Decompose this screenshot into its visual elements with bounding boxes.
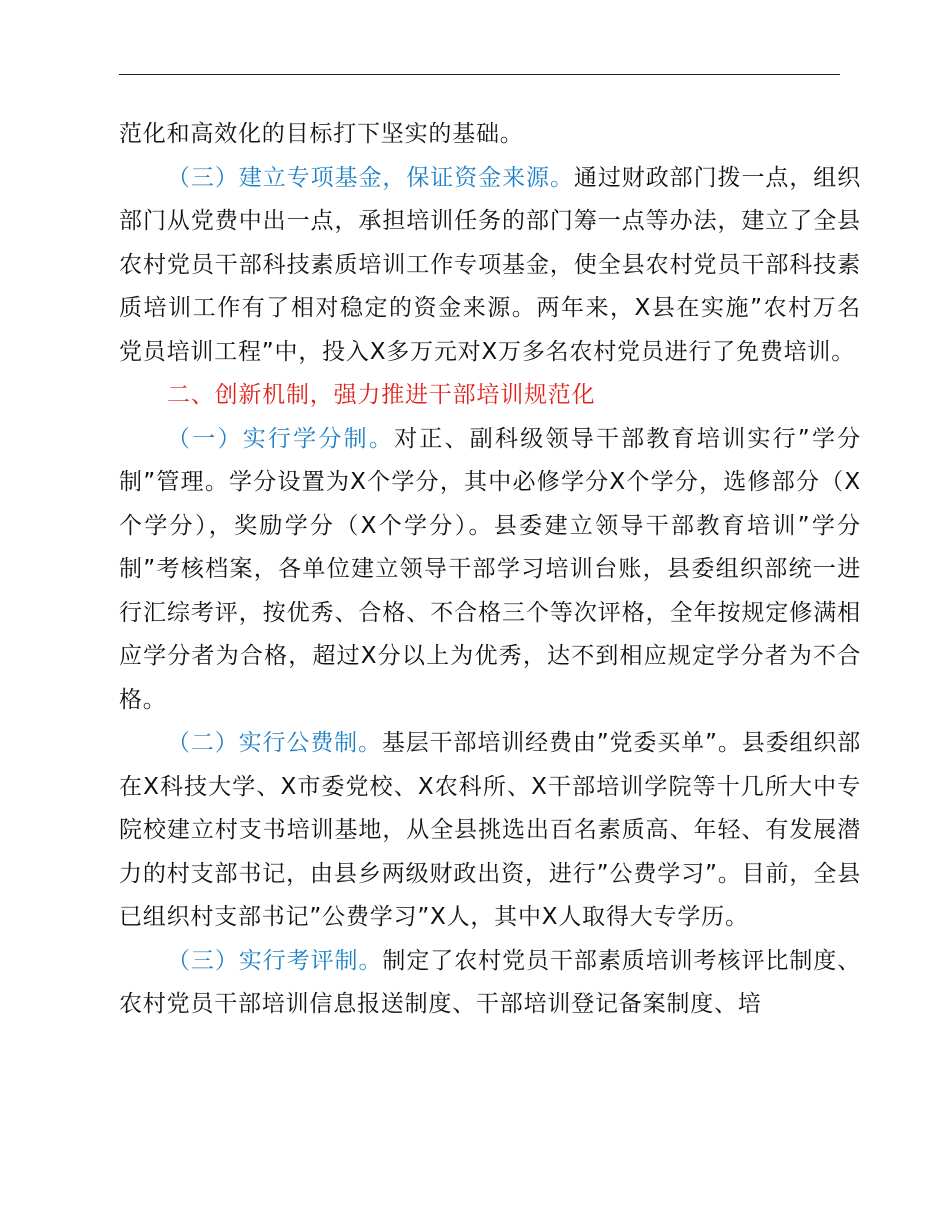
subsection-heading: （二）实行公费制。: [167, 730, 382, 756]
paragraph-text: 通过财政部门拨一点，组织部门从党费中出一点，承担培训任务的部门筹一点等办法，建立了全县农村党员干部科技素质培训工作专项基金，使全县农村党员干部科技素质培训工作有了相对稳定的资金来源。两年来，X县在实施”农村万名党员培训工程”中，投入X多万元对X万多名农村党员进行了免费培训。: [119, 164, 861, 365]
paragraph-text: 对正、副科级领导干部教育培训实行”学分制”管理。学分设置为X个学分，其中必修学分X个学分，选修部分（X个学分），奖励学分（X个学分）。县委建立领导干部教育培训”学分制”考核档案，各单位建立领导干部学习培训台账，县委组织部统一进行汇综考评，按优秀、合格、不合格三个等次评格，全年按规定修满相应学分者为合格，超过X分以上为优秀，达不到相应规定学分者为不合格。: [119, 425, 861, 713]
paragraph-text: 制定了农村党员干部素质培训考核评比制度、农村党员干部培训信息报送制度、干部培训登记备案制度、培: [119, 947, 861, 1017]
paragraph-special-fund: [119, 157, 861, 375]
paragraph-text: 基层干部培训经费由”党委买单”。县委组织部在X科技大学、X市委党校、X农科所、X干部培训学院等十几所大中专院校建立村支书培训基地，从全县挑选出百名素质高、年轻、有发展潜力的村支部书记，由县乡两级财政出资，进行”公费学习”。目前，全县已组织村支部书记”公费学习”X人，其中X人取得大专学历。: [119, 730, 861, 930]
paragraph-continuation: [119, 113, 861, 157]
section-title: 二、创新机制，强力推进干部培训规范化: [167, 382, 596, 408]
header-rule: [119, 74, 840, 75]
paragraph-credit-system: [119, 418, 861, 723]
paragraph-text: 范化和高效化的目标打下坚实的基础。: [119, 121, 524, 147]
subsection-heading: （三）建立专项基金，保证资金来源。: [167, 164, 574, 191]
subsection-heading: （一）实行学分制。: [167, 425, 395, 452]
document-body: [119, 113, 861, 1027]
subsection-heading: （三）实行考评制。: [167, 947, 383, 974]
paragraph-public-funding: [119, 722, 861, 940]
paragraph-evaluation-system: [119, 940, 861, 1027]
